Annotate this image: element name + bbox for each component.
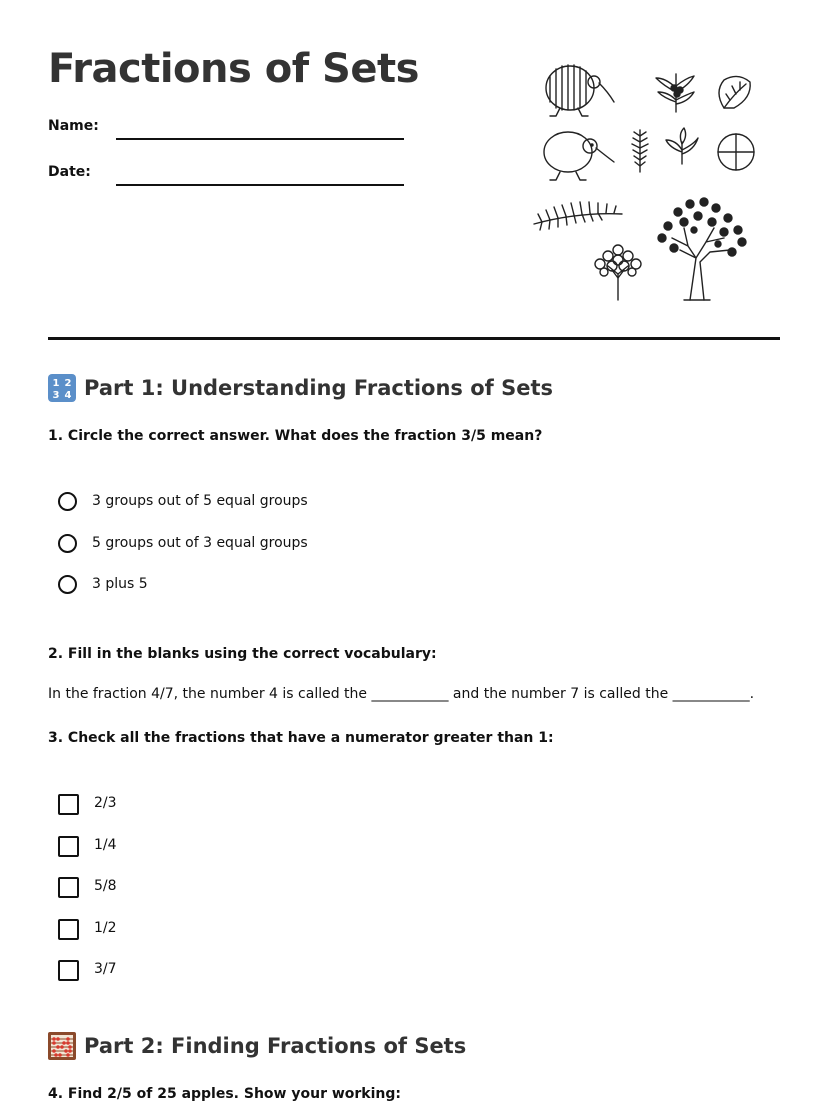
question-1-options [58, 490, 308, 615]
question-3-option-3[interactable] [58, 875, 117, 917]
question-3-option-1[interactable] [58, 792, 117, 834]
checkbox[interactable] [58, 794, 79, 815]
option-label: 3 plus 5 [92, 576, 148, 592]
fern-branch-icon [534, 202, 622, 230]
question-3-options [58, 792, 117, 1000]
checkbox[interactable] [58, 877, 79, 898]
checkbox[interactable] [58, 836, 79, 857]
fern-frond-icon [632, 130, 648, 172]
question-1-option-2[interactable] [58, 532, 308, 574]
part2-heading-text: Part 2: Finding Fractions of Sets [84, 1034, 467, 1058]
circle-quarters-icon [718, 134, 754, 170]
radio-circle[interactable] [58, 534, 77, 553]
option-label: 3 groups out of 5 equal groups [92, 493, 308, 509]
question-2-sentence[interactable]: In the fraction 4/7, the number 4 is called the ___________ and the number 7 is called the ___________. [48, 686, 755, 702]
kiwi-bird-icon [546, 65, 614, 116]
small-tree-icon [595, 245, 641, 300]
abacus-icon [48, 1032, 76, 1060]
name-label: Name: [48, 118, 99, 134]
leaf-icon [719, 76, 750, 108]
part1-heading-text: Part 1: Understanding Fractions of Sets [84, 376, 554, 400]
question-3-option-2[interactable] [58, 834, 117, 876]
name-field [48, 114, 408, 144]
option-label: 3/7 [94, 961, 117, 977]
leaf-sprig-icon [666, 128, 698, 164]
option-label: 1/2 [94, 919, 117, 936]
berry-sprig-icon [656, 74, 694, 112]
checkbox[interactable] [58, 960, 79, 981]
svg-text:4: 4 [64, 390, 72, 401]
option-label: 5/8 [94, 878, 117, 894]
option-label: 1/4 [94, 836, 117, 853]
kiwi-bird-icon-2 [544, 132, 614, 180]
question-3-option-5[interactable] [58, 958, 117, 1000]
question-4-prompt: 4. Find 2/5 of 25 apples. Show your working: [48, 1086, 401, 1102]
question-3-prompt: 3. Check all the fractions that have a numerator greater than 1: [48, 730, 554, 746]
part2-heading [48, 1032, 466, 1060]
header-divider [48, 337, 780, 340]
option-label: 5 groups out of 3 equal groups [92, 534, 308, 551]
date-field [48, 160, 408, 190]
option-label: 2/3 [94, 795, 117, 811]
radio-circle[interactable] [58, 575, 77, 594]
question-1-prompt: 1. Circle the correct answer. What does the fraction 3/5 mean? [48, 428, 543, 444]
pohutukawa-tree-icon [658, 198, 746, 300]
part1-heading [48, 374, 553, 402]
svg-text:3: 3 [52, 390, 60, 401]
question-2-prompt: 2. Fill in the blanks using the correct vocabulary: [48, 646, 437, 662]
page-title: Fractions of Sets [48, 46, 419, 92]
radio-circle[interactable] [58, 492, 77, 511]
name-line[interactable] [116, 138, 404, 140]
date-line[interactable] [116, 184, 404, 186]
question-1-option-3[interactable] [58, 573, 308, 615]
nature-illustration [528, 52, 768, 308]
svg-text:2: 2 [64, 378, 72, 389]
svg-text:1: 1 [52, 378, 60, 389]
question-1-option-1[interactable] [58, 490, 308, 532]
number-pad-icon [48, 374, 76, 402]
checkbox[interactable] [58, 919, 79, 940]
date-label: Date: [48, 164, 91, 180]
question-3-option-4[interactable] [58, 917, 117, 959]
